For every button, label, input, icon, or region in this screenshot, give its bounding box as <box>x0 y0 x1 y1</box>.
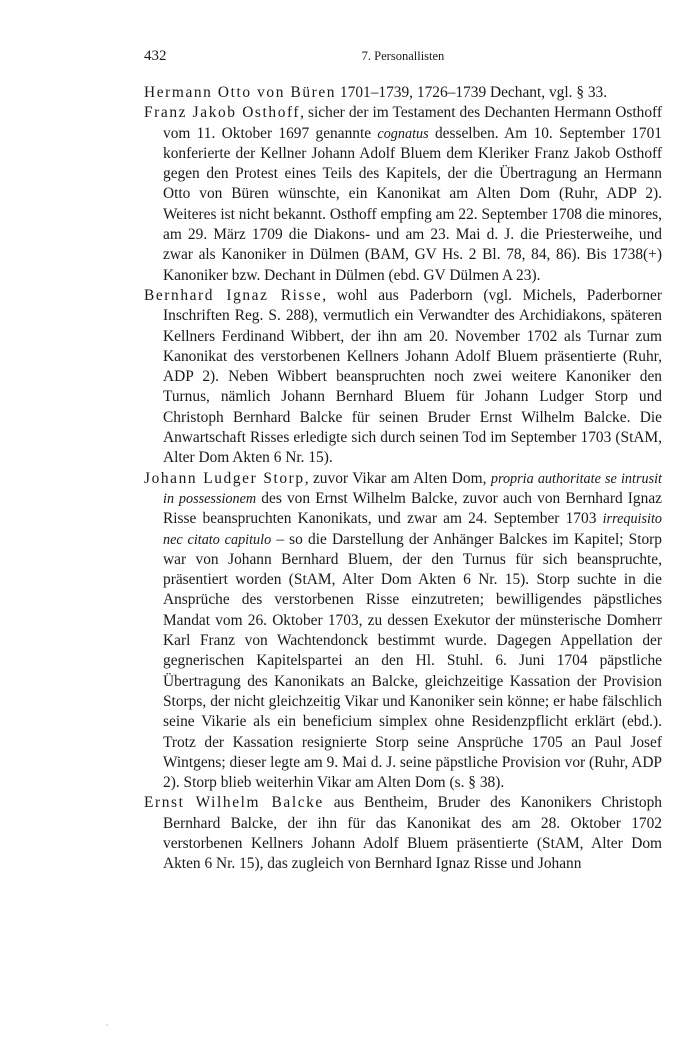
entry-text: des von Ernst Wilhelm Balcke, zuvor auch von Bernhard Ignaz Risse beanspruchten Kanonikats, und zwar am 24. September 1703 <box>163 489 662 528</box>
entry-name: Johann Ludger Storp <box>144 469 305 487</box>
entry-name: Hermann Otto von Büren <box>144 84 337 101</box>
entry-name: Ernst Wilhelm Balcke <box>144 794 324 812</box>
latin-term: cognatus <box>377 125 429 142</box>
entry-text: 1701–1739, 1726–1739 Dechant, vgl. § 33. <box>336 84 608 101</box>
entry-list <box>144 83 662 875</box>
scan-speck <box>106 1024 108 1026</box>
latin-phrase: propria authoritate se intrusit in possessionem <box>163 470 662 507</box>
entry-name: Bernhard Ignaz Risse <box>144 286 323 304</box>
latin-phrase: irrequisito nec citato capitulo <box>163 511 662 548</box>
entry-bernhard-ignaz-risse <box>144 286 662 469</box>
page-number: 432 <box>144 48 167 64</box>
entry-text: desselben. Am 10. September 1701 konferierte der Kellner Johann Adolf Bluem dem Kleriker Franz Jakob Osthoff gegen den Protest eines Teils des Kapitels, der die Übertragung an Hermann Otto von Büren wünschte, ein Kanonikat am Alten Dom (Ruhr, ADP 2). Weiteres ist nicht bekannt. Osthoff empfing am 22. September 1708 die minores, am 29. März 1709 die Diakons- und am 23. Mai d. J. die Priesterweihe, und zwar als Kanoniker in Dülmen (BAM, GV Hs. 2 Bl. 78, 84, 86). Bis 1738(+) Kanoniker bzw. Dechant in Dülmen (ebd. GV Dülmen A 23). <box>163 124 662 284</box>
entry-text: , zuvor Vikar am Alten Dom, <box>304 469 491 487</box>
entry-franz-jakob-osthoff <box>144 103 662 286</box>
entry-name: Franz Jakob Osthoff <box>144 104 301 122</box>
entry-johann-ludger-storp <box>144 469 662 794</box>
entry-text: – so die Darstellung der Anhänger Balckes im Kapitel; Storp war von Johann Bernhard Bluem, der den Turnus für sich beanspruchte, präsentiert worden (StAM, Alter Dom Akten 6 Nr. 15). Storp suchte in die Ansprüche des verstorbenen Risse einzutreten; bewilligendes päpstliches Mandat vom 26. Oktober 1703, zu dessen Exekutor der münsterische Domherr Karl Franz von Wachtendonck bestimmt wurde. Dagegen Appellation der gegnerischen Kapitelspartei an den Hl. Stuhl. 6. Juni 1704 päpstliche Übertragung des Kanonikats an Balcke, gleichzeitige Kassation der Provision Storps, der nicht gleichzeitig Vikar und Kanoniker sein könne; er habe fälschlich seine Vikarie als ein beneficium simplex ohne Residenzpflicht erklärt (ebd.). Trotz der Kassation resignierte Storp seine Ansprüche 1705 an Paul Josef Wintgens; dieser legte am 9. Mai d. J. seine päpstliche Provision vor (Ruhr, ADP 2). Storp blieb weiterhin Vikar am Alten Dom (s. § 38). <box>163 530 662 792</box>
entry-text: , wohl aus Paderborn (vgl. Michels, Paderborner Inschriften Reg. S. 288), vermutlich ein Verwandter des Archidiakons, späteren Kellners Ferdinand Wibbert, der ihn am 20. November 1702 als Turnar zum Kanonikat des verstorbenen Kellners Johann Adolf Bluem präsentierte (Ruhr, ADP 2). Neben Wibbert beanspruchten noch zwei weitere Kanoniker den Turnus, nämlich Johann Bernhard Bluem für Johann Ludger Storp und Christoph Bernhard Balcke für seinen Bruder Ernst Wilhelm Balcke. Die Anwartschaft Risses erledigte sich durch seinen Tod im September 1703 (StAM, Alter Dom Akten 6 Nr. 15). <box>163 286 663 467</box>
entry-text: , sicher der im Testament des Dechanten Hermann Osthoff vom 11. Oktober 1697 genannte <box>163 104 662 142</box>
entry-ernst-wilhelm-balcke <box>144 793 662 874</box>
page-header <box>144 48 662 68</box>
entry-hermann-otto-von-bueren <box>144 83 662 103</box>
entry-text: aus Bentheim, Bruder des Kanonikers Christoph Bernhard Balcke, der ihn für das Kanonikat des am 28. Oktober 1702 verstorbenen Kellners Johann Adolf Bluem präsentierte (StAM, Alter Dom Akten 6 Nr. 15), das zugleich von Bernhard Ignaz Risse und Johann <box>163 794 662 873</box>
running-title: 7. Personallisten <box>361 49 445 63</box>
